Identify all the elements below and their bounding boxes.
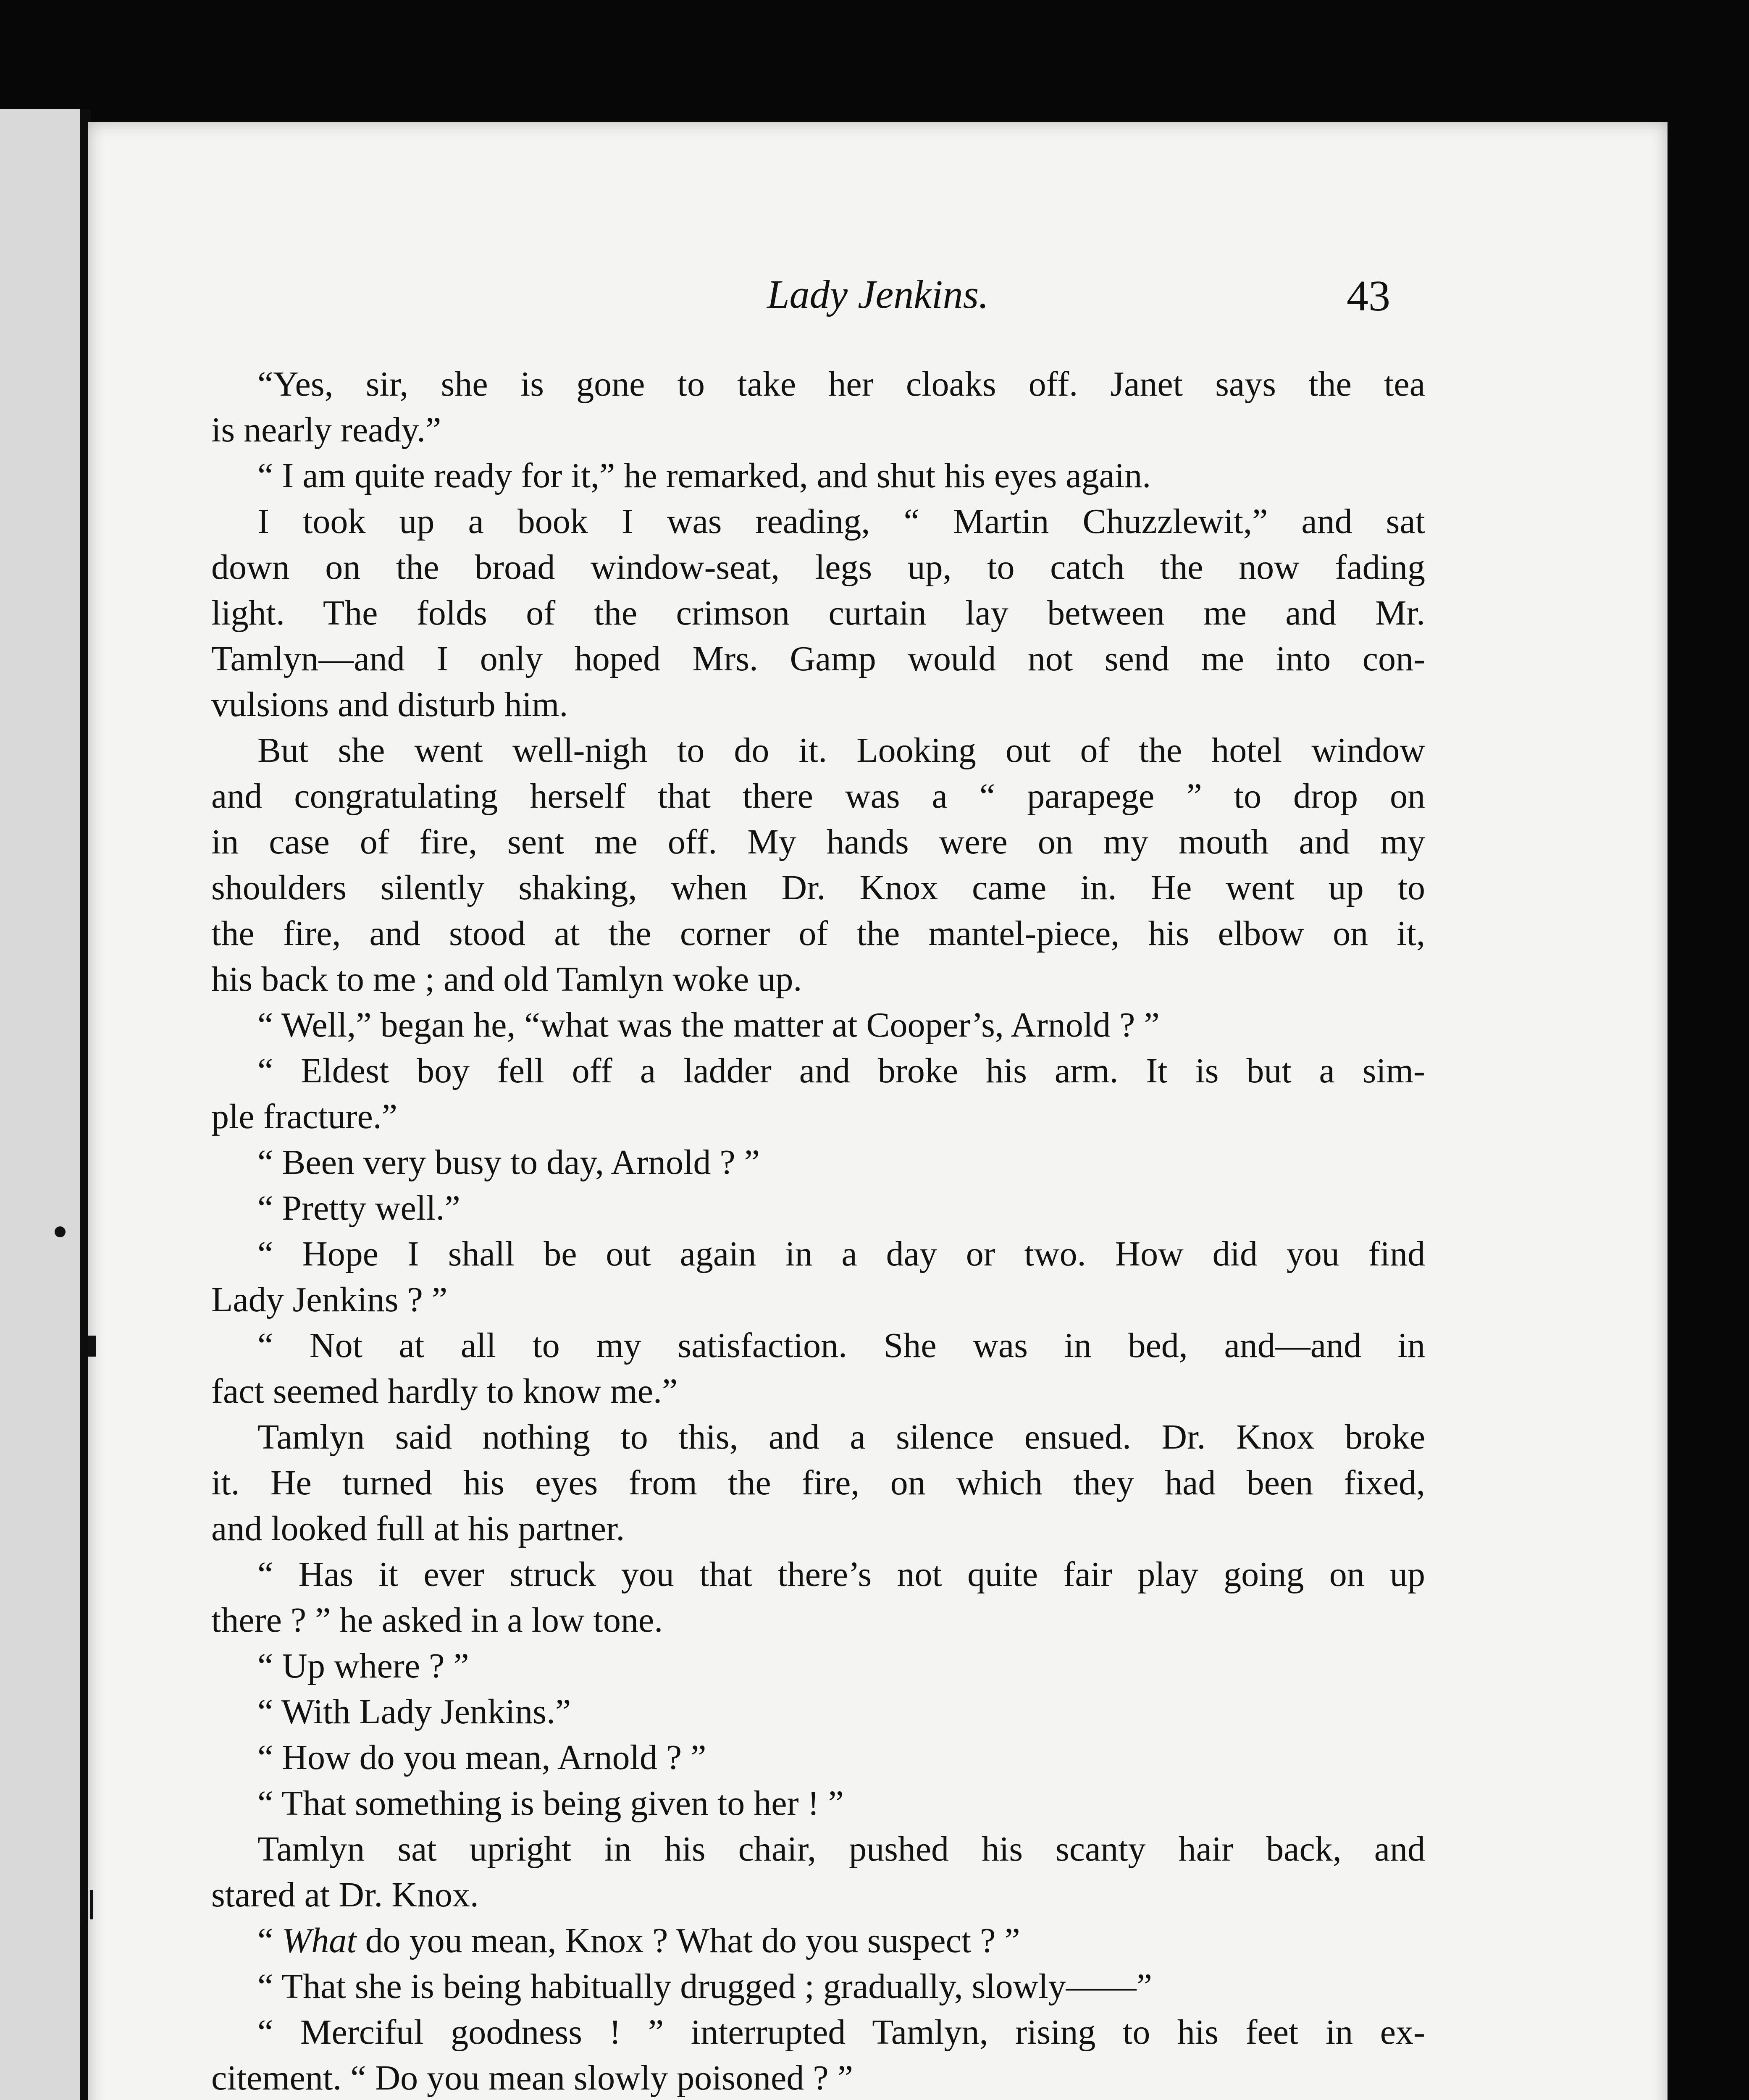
text-line: is nearly ready.”	[211, 410, 441, 449]
text-line: citement. “ Do you mean slowly poisoned ? ”	[211, 2058, 853, 2097]
text-line: ple fracture.”	[211, 1097, 398, 1136]
text-line: “ Been very busy to day, Arnold ? ”	[257, 1143, 760, 1182]
text-line: shoulders silently shaking, when Dr. Knox came in. He went up to	[211, 868, 1425, 907]
text-line: down on the broad window-seat, legs up, to catch the now fading	[211, 548, 1425, 587]
book-page	[88, 122, 1668, 2100]
text-line: light. The folds of the crimson curtain lay between me and Mr.	[211, 593, 1425, 633]
text-line: Tamlyn said nothing to this, and a silence ensued. Dr. Knox broke	[257, 1418, 1425, 1457]
text-line: fact seemed hardly to know me.”	[211, 1372, 678, 1411]
text-line: in case of fire, sent me off. My hands were on my mouth and my	[211, 822, 1425, 861]
text-line: stared at Dr. Knox.	[211, 1875, 479, 1914]
text-line: the fire, and stood at the corner of the mantel-piece, his elbow on it,	[211, 914, 1425, 953]
text-line: Tamlyn sat upright in his chair, pushed his scanty hair back, and	[257, 1830, 1425, 1869]
ink-dot	[55, 1226, 66, 1237]
text-line: “ Pretty well.”	[257, 1189, 460, 1228]
text-line: and congratulating herself that there was a “ parapege ” to drop on	[211, 777, 1425, 816]
text-line: “ Eldest boy fell off a ladder and broke his arm. It is but a sim-	[257, 1051, 1425, 1090]
margin-mark	[90, 1890, 93, 1919]
text-line: there ? ” he asked in a low tone.	[211, 1601, 663, 1640]
text-line: and looked full at his partner.	[211, 1509, 625, 1548]
text-line: “ Hope I shall be out again in a day or two. How did you find	[257, 1234, 1425, 1273]
running-title: Lady Jenkins.	[767, 272, 989, 317]
text-line: “ That something is being given to her ! ”	[257, 1784, 844, 1823]
text-line: “ How do you mean, Arnold ? ”	[257, 1738, 706, 1777]
text-line: it. He turned his eyes from the fire, on which they had been fixed,	[211, 1463, 1425, 1502]
text-line: vulsions and disturb him.	[211, 685, 568, 724]
text-line: Tamlyn—and I only hoped Mrs. Gamp would not send me into con-	[211, 639, 1425, 678]
margin-mark	[88, 1336, 96, 1357]
text-line: “ I am quite ready for it,” he remarked, and shut his eyes again.	[257, 456, 1151, 495]
page-header	[88, 271, 1668, 342]
text-line: “ That she is being habitually drugged ; gradually, slowly——”	[257, 1967, 1152, 2006]
text-line: But she went well-nigh to do it. Looking out of the hotel window	[257, 731, 1425, 770]
text-line-with-italic	[211, 1918, 1425, 1964]
facing-page-edge	[0, 109, 91, 2100]
text-line: I took up a book I was reading, “ Martin Chuzzlewit,” and sat	[257, 502, 1425, 541]
line-remainder: do you mean, Knox ? What do you suspect ? ”	[356, 1921, 1020, 1960]
italic-word: What	[282, 1921, 357, 1960]
text-line: “ Not at all to my satisfaction. She was in bed, and—and in	[257, 1326, 1425, 1365]
text-line: “ Has it ever struck you that there’s not quite fair play going on up	[257, 1555, 1425, 1594]
text-line: “ Well,” began he, “what was the matter at Cooper’s, Arnold ? ”	[257, 1005, 1160, 1045]
text-line: “ Merciful goodness ! ” interrupted Tamlyn, rising to his feet in ex-	[257, 2013, 1425, 2052]
text-line: “Yes, sir, she is gone to take her cloaks off. Janet says the tea	[257, 365, 1425, 404]
page-number: 43	[1347, 272, 1390, 320]
open-quote: “	[257, 1921, 273, 1960]
body-text	[211, 361, 1425, 2100]
text-line: “ Up where ? ”	[257, 1646, 469, 1685]
text-line: his back to me ; and old Tamlyn woke up.	[211, 960, 802, 999]
text-line: “ With Lady Jenkins.”	[257, 1692, 571, 1731]
text-line: Lady Jenkins ? ”	[211, 1280, 448, 1319]
